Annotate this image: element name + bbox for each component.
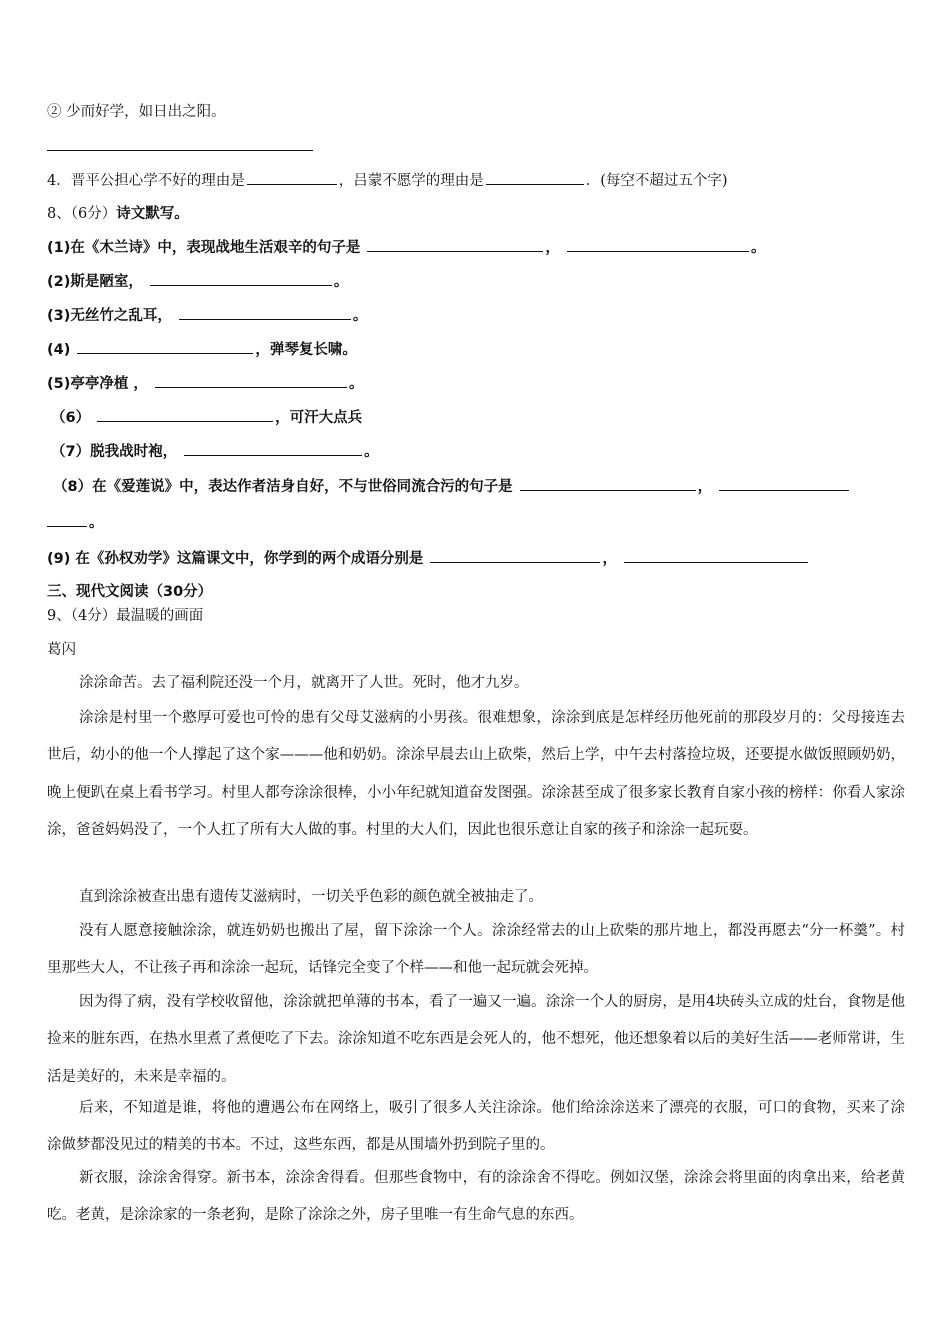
q8-line-4 <box>47 339 357 360</box>
q8-l8-text: （8）在《爱莲说》中，表达作者洁身自好，不与世俗同流合污的句子是 <box>53 479 513 495</box>
q8-l9-blank-1[interactable] <box>430 548 600 563</box>
q4-text-2: ，吕蒙不愿学的理由是 <box>338 173 484 189</box>
q8-number: 8、（6分） <box>47 206 117 222</box>
q8-l5-period: 。 <box>348 376 364 392</box>
q8-l2-period: 。 <box>333 274 349 290</box>
q8-l4-text: (4) <box>47 342 71 358</box>
q8-line-7 <box>51 441 379 462</box>
q8-line-1 <box>47 237 765 258</box>
q8-l8-blank-2-cont[interactable] <box>47 512 87 527</box>
q8-l4-blank[interactable] <box>77 339 253 354</box>
q4-blank-1[interactable] <box>247 170 337 185</box>
q8-line-3 <box>47 305 367 326</box>
q8-l6-blank[interactable] <box>97 407 273 422</box>
article-paragraph-4: 没有人愿意接触涂涂，就连奶奶也搬出了屋，留下涂涂一个人。涂涂经常去的山上砍柴的那片地上，都没再愿去“分一杯羹”。村里那些大人，不让孩子再和涂涂一起玩，话锋完全变了个样——和他一起玩就会死掉。 <box>47 923 905 977</box>
q8-l1-text: (1)在《木兰诗》中，表现战地生活艰辛的句子是 <box>47 240 361 256</box>
q8-l1-blank-1[interactable] <box>367 237 543 252</box>
q4-text-1: 4．晋平公担心学不好的理由是 <box>47 173 245 189</box>
section-3-heading: 三、现代文阅读（30分） <box>47 584 213 600</box>
q8-line-8-cont <box>47 512 104 533</box>
q8-line-2 <box>47 271 348 292</box>
q8-l3-period: 。 <box>352 308 368 324</box>
article-paragraph-7: 新衣服，涂涂舍得穿。新书本，涂涂舍得看。但那些食物中，有的涂涂舍不得吃。例如汉堡，涂涂会将里面的肉拿出来，给老黄吃。老黄，是涂涂家的一条老狗，是除了涂涂之外，房子里唯一有生命气息的东西。 <box>47 1170 905 1224</box>
q8-l2-text: (2)斯是陋室， <box>47 274 143 290</box>
question-4 <box>47 170 728 191</box>
q8-l7-blank[interactable] <box>184 441 362 456</box>
q8-l7-period: 。 <box>364 444 379 460</box>
q8-l6-text: （6） <box>51 410 91 426</box>
q8-l9-comma: ， <box>602 551 617 567</box>
q8-l8-comma: ， <box>697 479 713 495</box>
article-paragraph-3: 直到涂涂被查出患有遗传艾滋病时，一切关乎色彩的颜色就全被抽走了。 <box>79 889 543 905</box>
q8-l1-comma: ， <box>545 240 560 256</box>
article-paragraph-2: 涂涂是村里一个憨厚可爱也可怜的患有父母艾滋病的小男孩。很难想象，涂涂到底是怎样经历他死前的那段岁月的：父母接连去世后，幼小的他一个人撑起了这个家———他和奶奶。涂涂早晨去山上砍柴，然后上学，中午去村落捡垃圾，还要提水做饭照顾奶奶，晚上便趴在桌上看书学习。村里人都夸涂涂很棒，小小年纪就知道奋发图强。涂涂甚至成了很多家长教育自家小孩的榜样：你看人家涂涂，爸爸妈妈没了，一个人扛了所有大人做的事。村里的大人们，因此也很乐意让自家的孩子和涂涂一起玩耍。 <box>47 710 905 839</box>
q8-l8-period: 。 <box>89 515 104 531</box>
q4-text-3: ．(每空不超过五个字) <box>585 173 728 189</box>
q8-l6-post: ，可汗大点兵 <box>275 410 363 426</box>
q8-l2-blank[interactable] <box>150 271 332 286</box>
q8-l1-period: 。 <box>750 240 766 256</box>
q8-l9-text: (9) 在《孙权劝学》这篇课文中，你学到的两个成语分别是 <box>47 551 424 567</box>
q8-l7-text: （7）脱我战时袍， <box>51 444 178 460</box>
q4-blank-2[interactable] <box>486 170 584 185</box>
article-paragraph-6: 后来，不知道是谁，将他的遭遇公布在网络上，吸引了很多人关注涂涂。他们给涂涂送来了漂亮的衣服，可口的食物，买来了涂涂做梦都没见过的精美的书本。不过，这些东西，都是从围墙外扔到院子里的。 <box>47 1100 905 1154</box>
q8-line-5 <box>47 373 363 394</box>
q8-title: 诗文默写。 <box>116 206 189 222</box>
quote-line-2: ② 少而好学，如日出之阳。 <box>47 104 226 120</box>
question-8-header <box>47 204 189 224</box>
q8-line-9 <box>47 548 810 569</box>
q8-l9-blank-2[interactable] <box>624 548 808 563</box>
article-paragraph-1: 涂涂命苦。去了福利院还没一个月，就离开了人世。死时，他才九岁。 <box>79 675 529 691</box>
article-paragraph-5: 因为得了病，没有学校收留他，涂涂就把单薄的书本，看了一遍又一遍。涂涂一个人的厨房，是用4块砖头立成的灶台，食物是他捡来的脏东西，在热水里煮了煮便吃了下去。涂涂知道不吃东西是会死人的，他不想死，他还想象着以后的美好生活——老师常讲，生活是美好的，未来是幸福的。 <box>47 994 905 1085</box>
q8-l3-text: (3)无丝竹之乱耳， <box>47 308 172 324</box>
q8-l5-text: (5)亭亭净植 ， <box>47 376 148 392</box>
q8-l1-blank-2[interactable] <box>567 237 749 252</box>
q8-l8-blank-2[interactable] <box>719 476 849 491</box>
q8-line-6 <box>51 407 362 428</box>
q8-l4-post: ，弹琴复长啸。 <box>255 342 357 358</box>
q8-line-8 <box>53 476 849 497</box>
q8-l5-blank[interactable] <box>155 373 347 388</box>
q8-l8-blank-1[interactable] <box>520 476 696 491</box>
question-9-header: 9、（4分）最温暖的画面 <box>47 608 204 624</box>
article-author: 葛闪 <box>47 642 76 658</box>
q8-l3-blank[interactable] <box>179 305 351 320</box>
answer-blank-line[interactable] <box>47 150 313 151</box>
